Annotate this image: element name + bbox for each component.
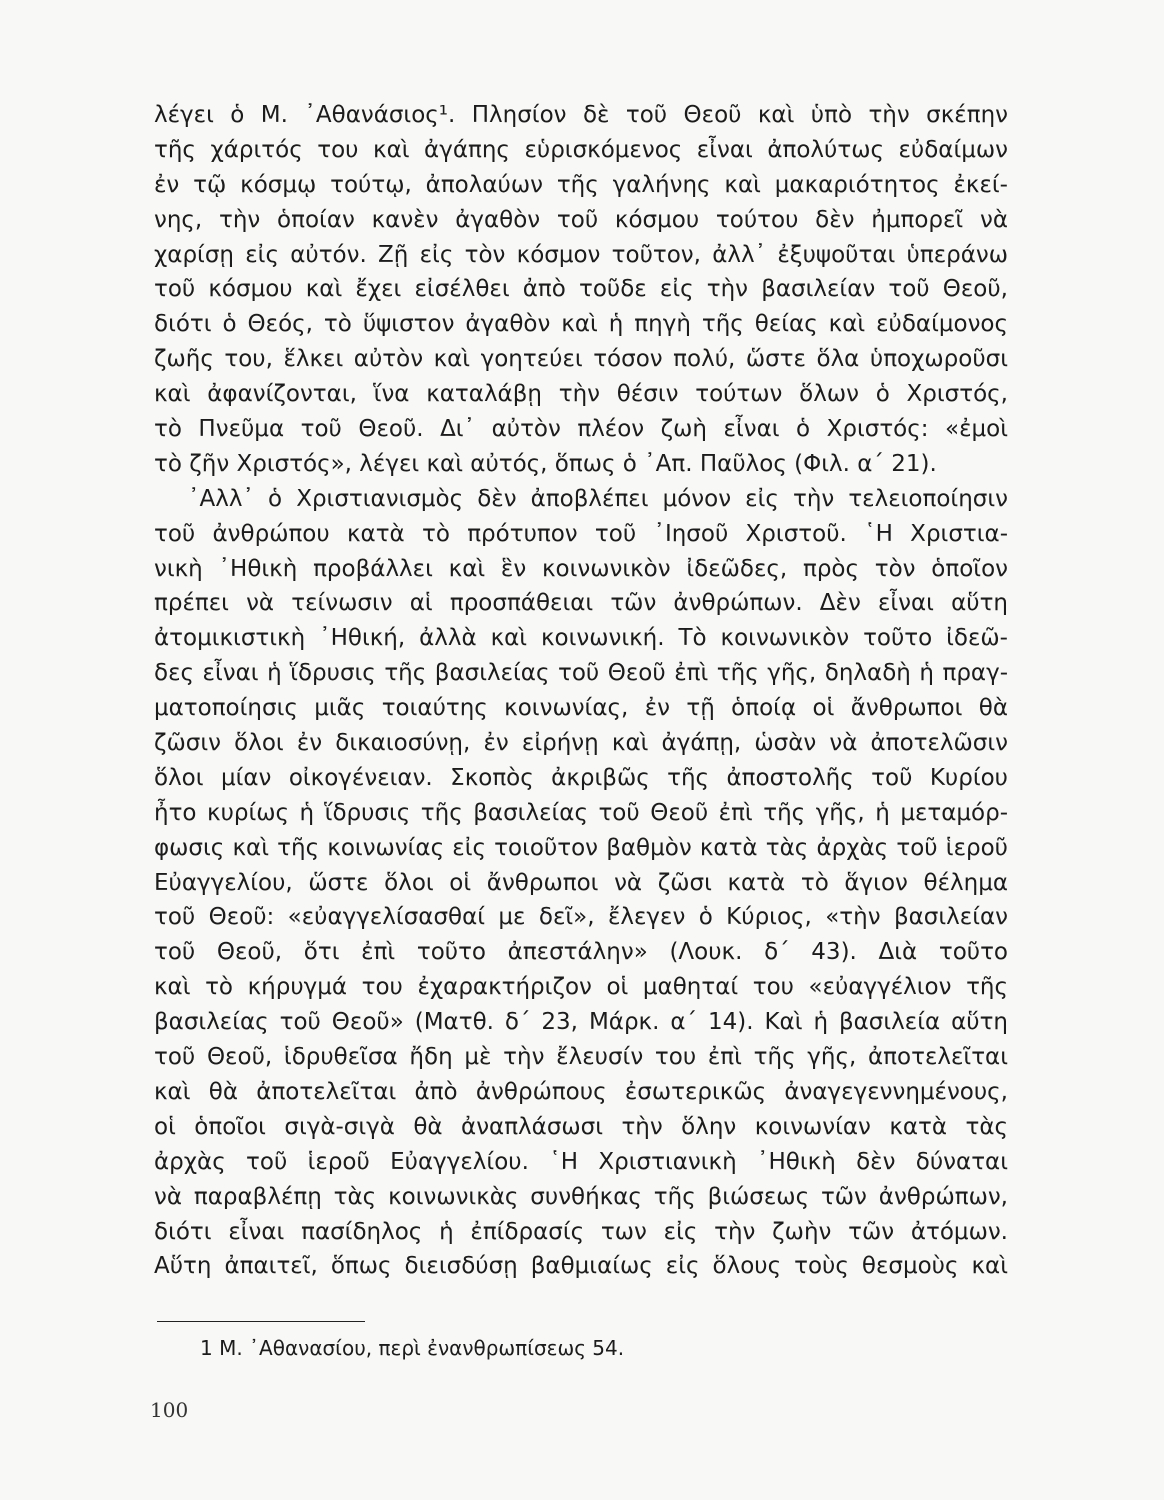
text-line: τοῦ Θεοῦ: «εὐαγγελίσασθαί με δεῖ», ἔλεγεν ὁ Κύριος, «τὴν βασιλείαν: [154, 904, 1008, 931]
text-line: διότι εἶναι πασίδηλος ἡ ἐπίδρασίς των εἰς τὴν ζωὴν τῶν ἀτόμων.: [154, 1218, 1008, 1245]
text-line: νικὴ ᾿Ηθικὴ προβάλλει καὶ ἓν κοινωνικὸν ἰδεῶδες, πρὸς τὸν ὁποῖον: [154, 555, 1008, 582]
text-line: ὅλοι μίαν οἰκογένειαν. Σκοπὸς ἀκριβῶς τῆς ἀποστολῆς τοῦ Κυρίου: [154, 764, 1008, 791]
text-line: διότι ὁ Θεός, τὸ ὕψιστον ἀγαθὸν καὶ ἡ πηγὴ τῆς θείας καὶ εὐδαίμονος: [154, 311, 1008, 338]
text-line: δες εἶναι ἡ ἵδρυσις τῆς βασιλείας τοῦ Θεοῦ ἐπὶ τῆς γῆς, δηλαδὴ ἡ πραγ-: [154, 660, 1008, 687]
text-line: ζωῆς του, ἕλκει αὐτὸν καὶ γοητεύει τόσον πολύ, ὥστε ὅλα ὑποχωροῦσι: [154, 346, 1008, 373]
text-line: τοῦ ἀνθρώπου κατὰ τὸ πρότυπον τοῦ ᾿Ιησοῦ Χριστοῦ. ῾Η Χριστια-: [154, 520, 1008, 547]
text-line: τοῦ κόσμου καὶ ἔχει εἰσέλθει ἀπὸ τοῦδε εἰς τὴν βασιλείαν τοῦ Θεοῦ,: [154, 276, 1008, 303]
text-line: ἀτομικιστικὴ ᾿Ηθική, ἀλλὰ καὶ κοινωνική. Τὸ κοινωνικὸν τοῦτο ἰδεῶ-: [154, 625, 1008, 652]
text-line: οἱ ὁποῖοι σιγὰ-σιγὰ θὰ ἀναπλάσωσι τὴν ὅλην κοινωνίαν κατὰ τὰς: [154, 1113, 1008, 1140]
paragraph-start-line: ᾿Αλλ᾿ ὁ Χριστιανισμὸς δὲν ἀποβλέπει μόνον εἰς τὴν τελειοποίησιν: [188, 485, 1008, 512]
text-line: τὸ Πνεῦμα τοῦ Θεοῦ. Δι᾿ αὐτὸν πλέον ζωὴ εἶναι ὁ Χριστός: «ἐμοὶ: [154, 416, 1008, 443]
text-line: Αὕτη ἀπαιτεῖ, ὅπως διεισδύσῃ βαθμιαίως εἰς ὅλους τοὺς θεσμοὺς καὶ: [154, 1253, 1008, 1280]
text-line: τῆς χάριτός του καὶ ἀγάπης εὑρισκόμενος εἶναι ἀπολύτως εὐδαίμων: [154, 136, 1008, 163]
text-line: νης, τὴν ὁποίαν κανὲν ἀγαθὸν τοῦ κόσμου τούτου δὲν ἠμπορεῖ νὰ: [154, 206, 1008, 233]
text-line: τοῦ Θεοῦ, ὅτι ἐπὶ τοῦτο ἀπεστάλην» (Λουκ. δ΄ 43). Διὰ τοῦτο: [154, 939, 1008, 966]
text-line: ἐν τῷ κόσμῳ τούτῳ, ἀπολαύων τῆς γαλήνης καὶ μακαριότητος ἐκεί-: [154, 171, 1008, 198]
footnote-divider: [157, 1321, 365, 1322]
body-text: [154, 98, 1008, 1284]
text-line: καὶ τὸ κήρυγμά του ἐχαρακτήριζον οἱ μαθηταί του «εὐαγγέλιον τῆς: [154, 974, 1008, 1001]
text-line: ματοποίησις μιᾶς τοιαύτης κοινωνίας, ἐν τῇ ὁποίᾳ οἱ ἄνθρωποι θὰ: [154, 695, 1008, 722]
text-line: τοῦ Θεοῦ, ἱδρυθεῖσα ἤδη μὲ τὴν ἔλευσίν του ἐπὶ τῆς γῆς, ἀποτελεῖται: [154, 1044, 1008, 1071]
paragraph-end-line: τὸ ζῆν Χριστός», λέγει καὶ αὐτός, ὅπως ὁ ᾿Απ. Παῦλος (Φιλ. α΄ 21).: [154, 450, 937, 477]
text-line: βασιλείας τοῦ Θεοῦ» (Ματθ. δ΄ 23, Μάρκ. α΄ 14). Καὶ ἡ βασιλεία αὕτη: [154, 1009, 1008, 1036]
footnote: 1 Μ. ᾿Αθανασίου, περὶ ἐνανθρωπίσεως 54.: [200, 1336, 625, 1360]
text-line: πρέπει νὰ τείνωσιν αἱ προσπάθειαι τῶν ἀνθρώπων. Δὲν εἶναι αὕτη: [154, 590, 1008, 617]
text-line: καὶ ἀφανίζονται, ἵνα καταλάβῃ τὴν θέσιν τούτων ὅλων ὁ Χριστός,: [154, 381, 1008, 408]
text-line: νὰ παραβλέπῃ τὰς κοινωνικὰς συνθήκας τῆς βιώσεως τῶν ἀνθρώπων,: [154, 1183, 1008, 1210]
text-line: Εὐαγγελίου, ὥστε ὅλοι οἱ ἄνθρωποι νὰ ζῶσι κατὰ τὸ ἅγιον θέλημα: [154, 869, 1008, 896]
text-line: φωσις καὶ τῆς κοινωνίας εἰς τοιοῦτον βαθμὸν κατὰ τὰς ἀρχὰς τοῦ ἱεροῦ: [154, 834, 1008, 861]
text-line: χαρίσῃ εἰς αὐτόν. Ζῇ εἰς τὸν κόσμον τοῦτον, ἀλλ᾿ ἐξυψοῦται ὑπεράνω: [154, 241, 1008, 268]
text-line: ζῶσιν ὅλοι ἐν δικαιοσύνῃ, ἐν εἰρήνῃ καὶ ἀγάπῃ, ὡσὰν νὰ ἀποτελῶσιν: [154, 730, 1008, 757]
text-line: καὶ θὰ ἀποτελεῖται ἀπὸ ἀνθρώπους ἐσωτερικῶς ἀναγεγεννημένους,: [154, 1078, 1008, 1105]
page-number: 100: [150, 1398, 189, 1422]
text-line: λέγει ὁ Μ. ᾿Αθανάσιος¹. Πλησίον δὲ τοῦ Θεοῦ καὶ ὑπὸ τὴν σκέπην: [154, 102, 1008, 128]
text-line: ἀρχὰς τοῦ ἱεροῦ Εὐαγγελίου. ῾Η Χριστιανικὴ ᾿Ηθικὴ δὲν δύναται: [154, 1148, 1008, 1175]
text-line: ἦτο κυρίως ἡ ἵδρυσις τῆς βασιλείας τοῦ Θεοῦ ἐπὶ τῆς γῆς, ἡ μεταμόρ-: [154, 799, 1008, 826]
